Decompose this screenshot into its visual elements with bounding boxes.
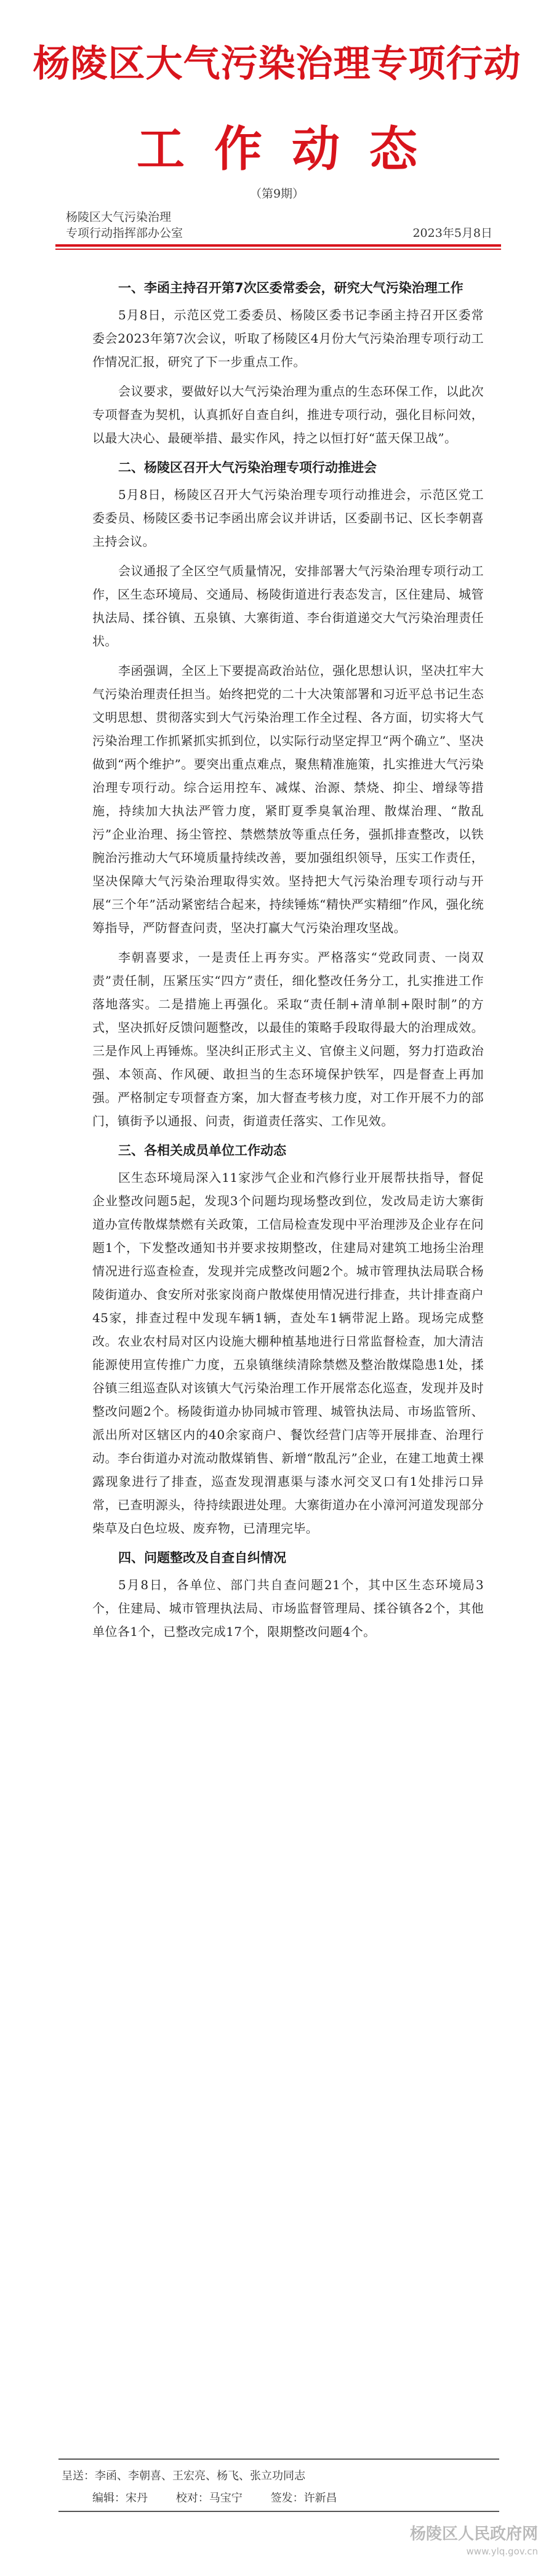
approver-name: 许新昌 [303, 2492, 337, 2505]
red-divider-thin [55, 249, 501, 250]
reviewer-label: 校对： [175, 2492, 209, 2505]
editor-label: 编辑： [92, 2492, 126, 2505]
issue-date: 2023年5月8日 [412, 226, 492, 240]
section-title: 四、问题整改及自查自纠情况 [118, 1550, 286, 1565]
paragraph: 区生态环境局深入11家涉气企业和汽修行业开展帮扶指导，督促企业整改问题5起，发现3个问题均现场整改到位，发改局走访大寨街道办宣传散煤禁燃有关政策，工信局检查发现中平治理涉及企业存在问题1个，下发整改通知书并要求按期整改，住建局对建筑工地扬尘治理情况进行巡查检查，发现并完成整改问题2个。城市管理执法局联合杨陵街道办、食安所对张家岗商户散煤使用情况进行排查，共计排查商户45家，排查过程中发现车辆1辆，查处车1辆带泥上路。现场完成整改。农业农村局对区内设施大棚种植基地进行日常监督检查，加大清洁能源使用宣传推广力度，五泉镇继续清除禁燃及整治散煤隐患1处，揉谷镇三组巡查队对该镇大气污染治理工作开展常态化巡查，发现并及时整改问题2个。杨陵街道办协同城市管理、城管执法局、市场监管所、派出所对区辖区内的40余家商户、餐饮经营门店等开展排查、治理行动。李台街道办对流动散煤销售、新增“散乱污”企业，在建工地黄土裸露现象进行了排查，巡查发现渭惠渠与漆水河交叉口有1处排污口异常，已查明源头，待持续跟进处理。大寨街道办在小漳河河道发现部分柴草及白色垃圾、废弃物，已清理完毕。 [92, 1170, 484, 1536]
red-divider-thick [55, 244, 501, 247]
paragraph: 会议要求，要做好以大气污染治理为重点的生态环保工作，以此次专项督查为契机，认真抓好自查自纠，推进专项行动，强化目标问效，以最大决心、最硬举措、最实作风，持之以恒打好“蓝天保卫战”。 [92, 384, 484, 445]
section-title: 三、各相关成员单位工作动态 [118, 1143, 286, 1158]
paragraph: 5月8日，示范区党工委委员、杨陵区委书记李函主持召开区委常委会2023年第7次会议，听取了杨陵区4月份大气污染治理专项行动工作情况汇报，研究了下一步重点工作。 [92, 308, 484, 369]
section-title: 二、杨陵区召开大气污染治理专项行动推进会 [118, 460, 377, 475]
approver-label: 签发： [270, 2492, 304, 2505]
issuing-org-line2: 专项行动指挥部办公室 [66, 226, 183, 240]
paragraph: 会议通报了全区空气质量情况，安排部署大气污染治理专项行动工作，区生态环境局、交通局、杨陵街道进行表态发言，区住建局、城管执法局、揉谷镇、五泉镇、大寨街道、李台街道递交大气污染治理责任状。 [92, 564, 484, 648]
footer-divider-top [58, 2458, 499, 2460]
watermark-site-name: 杨陵区人民政府网 [409, 2525, 538, 2543]
section-2 [92, 456, 484, 1133]
section-title: 一、李函主持召开第7次区委常委会，研究大气污染治理工作 [118, 281, 464, 295]
section-3 [92, 1139, 484, 1540]
issue-number: （第9期） [249, 187, 305, 201]
paragraph: 李函强调，全区上下要提高政治站位，强化思想认识，坚决扛牢大气污染治理责任担当。始终把党的二十大决策部署和习近平总书记生态文明思想、贯彻落实到大气污染治理工作全过程、各方面，切实将大气污染治理工作抓紧抓实抓到位，以实际行动坚定捍卫“两个确立”、坚决做到“两个维护”。要突出重点难点，聚焦精准施策，扎实推进大气污染治理专项行动。综合运用控车、减煤、治源、禁烧、抑尘、增绿等措施，持续加大执法严管力度，紧盯夏季臭氧治理、散煤治理、“散乱污”企业治理、扬尘管控、禁燃禁放等重点任务，强抓排查整改，以铁腕治污推动大气环境质量持续改善，要加强组织领导，压实工作责任，坚决保障大气污染治理取得实效。坚持把大气污染治理专项行动与开展“三个年”活动紧密结合起来，持续锤炼“精快严实精细”作风，强化统筹指导，严防督查问责，坚决打赢大气污染治理攻坚战。 [92, 663, 484, 935]
paragraph: 李朝喜要求，一是责任上再夯实。严格落实“党政同责、一岗双责”责任制，压紧压实“四方”责任，细化整改任务分工，扎实推进工作落地落实。二是措施上再强化。采取“责任制+清单制+限时制”的方式，坚决抓好反馈问题整改，以最佳的策略手段取得最大的治理成效。三是作风上再锤炼。坚决纠正形式主义、官僚主义问题，努力打造政治强、本领高、作风硬、敢担当的生态环境保护铁军，四是督查上再加强。严格制定专项督查方案，加大督查考核力度，对工作开展不力的部门，镇街予以通报、问责，街道责任落实、工作见效。 [92, 950, 484, 1128]
masthead-title: 杨陵区大气污染治理专项行动 [33, 42, 521, 86]
staff-line [92, 2489, 337, 2508]
paragraph: 5月8日，各单位、部门共自查问题21个，其中区生态环境局3个，住建局、城市管理执法局、市场监督管理局、揉谷镇各2个，其他单位各1个，已整改完成17个，限期整改问题4个。 [92, 1577, 484, 1639]
bulletin-body [92, 274, 484, 1649]
masthead-subtitle: 工作动态 [136, 122, 447, 177]
paragraph: 5月8日，杨陵区召开大气污染治理专项行动推进会，示范区党工委委员、杨陵区委书记李函出席会议并讲话，区委副书记、区长李朝喜主持会议。 [92, 487, 484, 549]
watermark-site-url: www.ylq.gov.cn [466, 2546, 538, 2557]
issuing-org-line1: 杨陵区大气污染治理 [66, 210, 172, 224]
section-1 [92, 276, 484, 450]
editor-name: 宋丹 [126, 2492, 148, 2505]
section-4 [92, 1546, 484, 1643]
footer-divider-bottom [58, 2511, 499, 2512]
copy-to-line: 呈送：李函、李朝喜、王宏亮、杨飞、张立功同志 [62, 2470, 305, 2482]
reviewer-name: 马宝宁 [209, 2492, 243, 2505]
